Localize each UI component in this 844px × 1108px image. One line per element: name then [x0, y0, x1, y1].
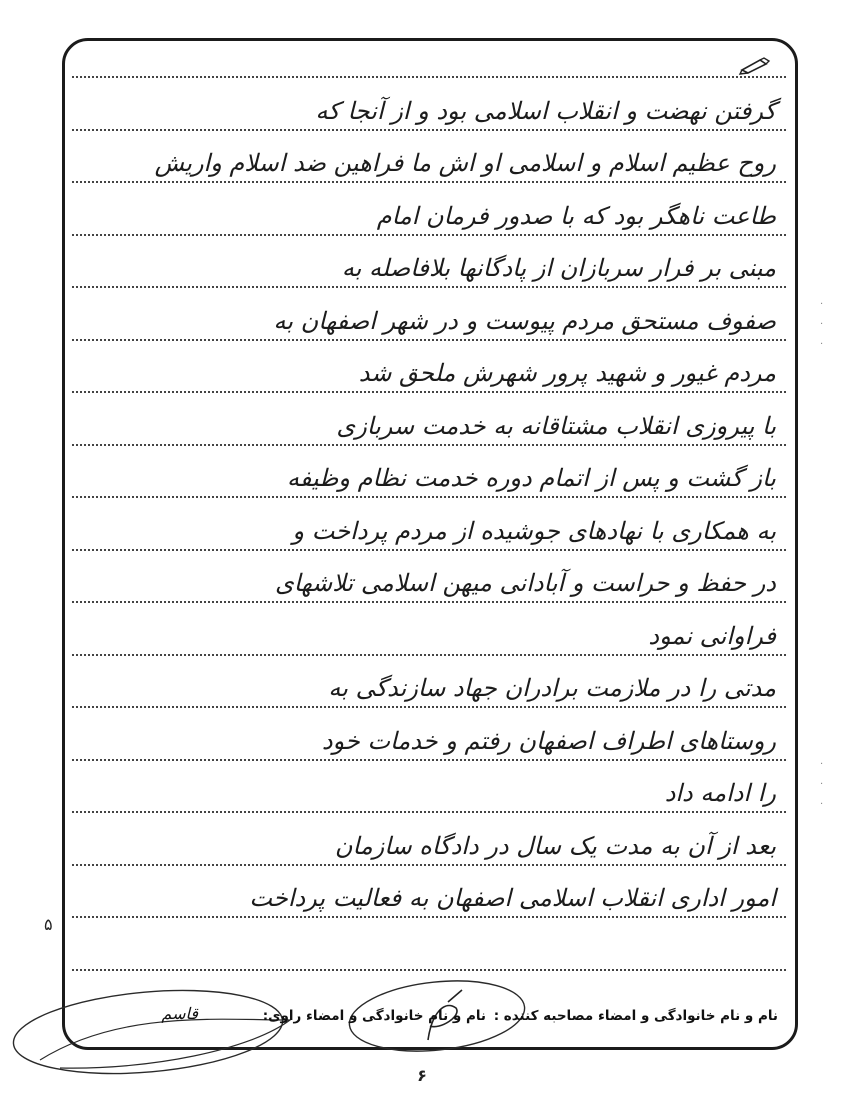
text-line	[72, 495, 786, 551]
line-text: روستاهای اطراف اصفهان رفتم و خدمات خود	[321, 726, 776, 755]
footer-signatures	[72, 1000, 786, 1036]
text-line	[72, 547, 786, 603]
line-text: فراوانی نمود	[648, 621, 776, 650]
text-line	[72, 600, 786, 656]
text-line	[72, 652, 786, 708]
line-text: مردم غیور و شهید پرور شهرش ملحق شد	[358, 359, 776, 387]
line-text: صفوف مستحق مردم پیوست و در شهر اصفهان به	[273, 306, 776, 335]
line-text: باز گشت و پس از اتمام دوره خدمت نظام وظیفه	[287, 464, 776, 492]
edge-dots: · · ·	[820, 299, 824, 350]
line-text: را ادامه داد	[664, 779, 776, 807]
text-line	[72, 127, 786, 183]
text-line	[72, 915, 786, 971]
line-text: بعد از آن به مدت یک سال در دادگاه سازمان	[334, 831, 776, 860]
line-text: گرفتن نهضت و انقلاب اسلامی بود و از آنجا که	[315, 96, 776, 125]
edge-dots-lower: · · ·	[820, 759, 824, 810]
interviewer-label: نام و نام خانوادگی و امضاء مصاحبه کننده :	[493, 1008, 778, 1024]
text-line	[72, 705, 786, 761]
text-line	[72, 285, 786, 341]
text-line	[72, 22, 786, 78]
line-text: روح عظیم اسلام و اسلامی او اش ما فراهین ضد اسلام واریش	[154, 149, 776, 177]
line-text: امور اداری انقلاب اسلامی اصفهان به فعالیت پرداخت	[249, 884, 776, 912]
text-line	[72, 757, 786, 813]
text-line	[72, 75, 786, 131]
narrator-label: نام و نام خانوادگی و امضاء راوی:	[262, 1008, 486, 1024]
text-line	[72, 180, 786, 236]
line-text: در حفظ و حراست و آبادانی میهن اسلامی تلاشهای	[274, 569, 776, 597]
page-number: ۶	[417, 1066, 427, 1085]
text-line	[72, 390, 786, 446]
text-line	[72, 810, 786, 866]
margin-mark: ۵	[44, 915, 53, 934]
line-text: به همکاری با نهادهای جوشیده از مردم پرداخت و	[292, 516, 776, 545]
text-line	[72, 232, 786, 288]
text-line	[72, 337, 786, 393]
text-line	[72, 862, 786, 918]
narrator-name: قاسم	[161, 1004, 198, 1023]
line-text: مدتی را در ملازمت برادران جهاد سازندگی به	[328, 674, 776, 702]
line-text: با پیروزی انقلاب مشتاقانه به خدمت سربازی	[336, 411, 776, 440]
text-line	[72, 442, 786, 498]
line-text: مبنی بر فرار سربازان از پادگانها بلافاصله به	[341, 254, 776, 282]
line-text: طاعت ناهگر بود که با صدور فرمان امام	[376, 201, 776, 230]
dotted-rule	[72, 969, 786, 971]
